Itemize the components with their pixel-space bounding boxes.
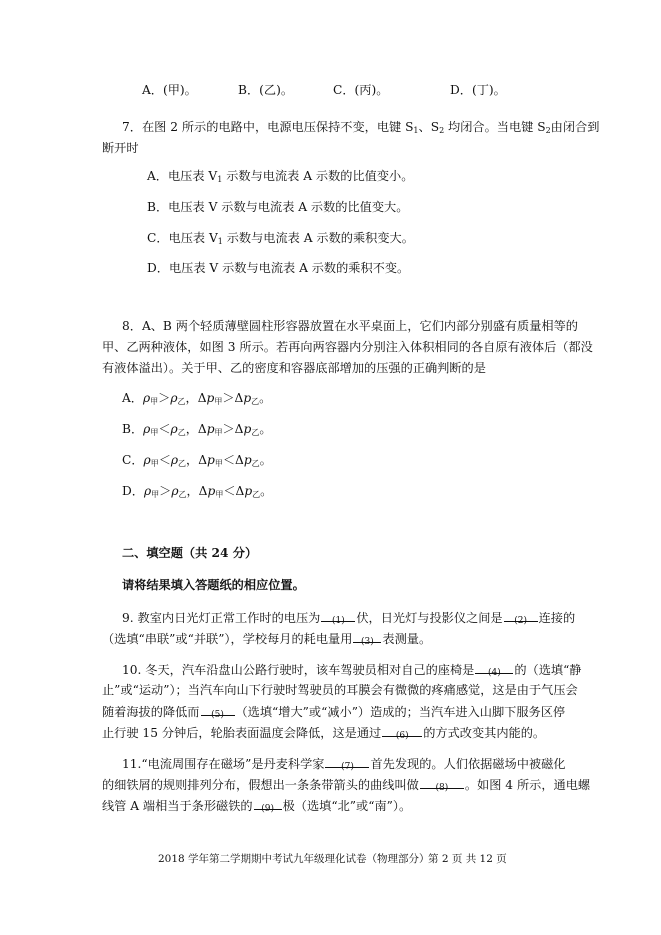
text-segment: ，Δ [186, 453, 208, 467]
text-segment: （选填“增大”或“减小”）造成的；当汽车进入山脚下服务区停 [235, 705, 566, 719]
q7-option-b [147, 199, 408, 215]
section-2-instruction [122, 577, 305, 593]
blank-number: (6) [395, 731, 409, 741]
answer-blank [504, 609, 538, 626]
subscript: 乙 [177, 397, 186, 406]
q8-stem-3 [102, 360, 486, 376]
text-segment: ＜Δ [222, 453, 244, 467]
math-symbol: p [244, 484, 253, 498]
answer-blank [325, 755, 369, 772]
math-symbol: ρ [171, 484, 179, 498]
math-symbol: ρ [170, 422, 178, 436]
blank-number: (8) [435, 783, 449, 793]
text-segment: C． [122, 453, 144, 467]
answer-blank [321, 609, 355, 626]
text-segment: ，Δ [186, 484, 208, 498]
text-segment: B． [122, 422, 144, 436]
text-segment: ＞Δ [222, 391, 244, 405]
math-symbol: p [207, 453, 215, 467]
answer-blank [420, 776, 464, 793]
text-segment: 示数与电流表 A 示数的比值变小。 [222, 169, 414, 183]
footer-page-info: 第 2 页 共 12 页 [428, 853, 507, 865]
text-segment: 由闭合到 [550, 120, 600, 134]
q7-option-c [147, 230, 414, 250]
text-segment: 。 [259, 391, 272, 405]
text-segment: 断开时 [102, 141, 139, 155]
text-segment: A．电压表 V [147, 169, 218, 183]
subscript: 1 [217, 237, 223, 246]
text-segment: B．电压表 V 示数与电流表 A 示数的比值变大。 [147, 200, 409, 214]
text-segment: 9. 教室内日光灯正常工作时的电压为 [122, 611, 321, 625]
subscript: 2 [439, 126, 445, 135]
math-symbol: ρ [170, 391, 178, 405]
math-symbol: ρ [170, 453, 179, 467]
subscript: 甲 [150, 459, 159, 468]
q7-stem-1 [122, 119, 599, 139]
text-segment: 。如图 4 所示，通电螺 [464, 778, 591, 792]
math-symbol: p [243, 422, 252, 436]
text-segment: ＞ [159, 484, 172, 498]
section-2-title [122, 545, 257, 561]
math-symbol: ρ [143, 391, 151, 405]
text-segment: ＞ [158, 391, 171, 405]
text-segment: 随着海拔的降低而 [102, 705, 200, 719]
math-symbol: p [207, 484, 216, 498]
answer-blank [201, 703, 235, 720]
text-segment: 的方式改变其内能的。 [423, 726, 546, 740]
text-segment: 。 [260, 484, 273, 498]
subscript: 甲 [214, 428, 223, 437]
text-segment: 均闭合。当电键 S [444, 120, 546, 134]
text-segment: 。 [259, 422, 272, 436]
text-segment: 的细铁屑的规则排列分布，假想出一条条带箭头的曲线叫做 [102, 778, 419, 792]
text-segment: 极（选填“北”或“南”）。 [282, 799, 412, 813]
math-symbol: ρ [143, 453, 151, 467]
math-symbol: p [206, 422, 215, 436]
subscript: 乙 [178, 490, 187, 499]
blank-number: (5) [211, 710, 224, 720]
subscript: 乙 [251, 397, 260, 406]
text-segment: 连接的 [538, 611, 576, 625]
q6-option-a: A．(甲)。 [142, 83, 197, 97]
text-segment: 8．A、B 两个轻质薄壁圆柱形容器放置在水平桌面上，它们内部分别盛有质量相等的 [122, 319, 578, 333]
footer-exam-title: 2018 学年第二学期期中考试九年级理化试卷（物理部分） [158, 853, 430, 865]
subscript: 甲 [214, 459, 223, 468]
math-symbol: ρ [143, 484, 152, 498]
subscript: 乙 [251, 459, 260, 468]
blank-number: (4) [487, 668, 501, 678]
subscript: 乙 [177, 428, 186, 437]
text-segment: ＜ [158, 453, 171, 467]
q8-option-a [122, 390, 271, 410]
text-segment: D． [122, 484, 144, 498]
math-symbol: p [243, 453, 252, 467]
text-segment: A． [122, 391, 143, 405]
text-segment: 伏，日光灯与投影仪之间是 [356, 611, 503, 625]
subscript: 甲 [150, 428, 159, 437]
blank-number: (7) [341, 762, 354, 772]
q6-option-d: D．(丁)。 [450, 83, 506, 97]
q7-option-a [147, 168, 413, 188]
text-segment: 止”或“运动”）；当汽车向山下行驶时驾驶员的耳膜会有微微的疼痛感觉，这是由于气压会 [102, 683, 578, 697]
subscript: 乙 [251, 428, 260, 437]
text-segment: ，Δ [185, 391, 207, 405]
q8-option-c [122, 452, 272, 472]
text-segment: ＜ [158, 422, 171, 436]
q7-option-d [147, 260, 409, 276]
subscript: 甲 [151, 490, 160, 499]
q8-option-d [122, 483, 272, 503]
subscript: 乙 [178, 459, 187, 468]
subscript: 甲 [214, 397, 223, 406]
text-segment: 请将结果填入答题纸的相应位置。 [122, 578, 305, 592]
text-segment: 10. 冬天，汽车沿盘山公路行驶时，该车驾驶员相对自己的座椅是 [122, 663, 475, 677]
blank-number: (2) [514, 616, 527, 626]
text-segment: 的（选填“静 [514, 663, 582, 677]
text-segment: 示数与电流表 A 示数的乘积变大。 [222, 231, 414, 245]
subscript: 乙 [252, 490, 261, 499]
text-segment: 11.“电流周围存在磁场”是丹麦科学家 [122, 757, 325, 771]
answer-blank [475, 661, 513, 678]
text-segment: （选填“串联”或“并联”），学校每月的耗电量用 [102, 632, 353, 646]
subscript: 1 [217, 175, 223, 184]
text-segment: 止行驶 15 分钟后，轮胎表面温度会降低，这是通过 [102, 726, 382, 740]
q8-stem-1 [122, 318, 578, 334]
math-symbol: p [206, 391, 215, 405]
q9-line-1 [122, 609, 575, 626]
q11-line-1 [122, 755, 565, 772]
q7-stem-2 [102, 140, 139, 156]
text-segment: 二、填空题（共 24 分） [122, 546, 258, 560]
text-segment: 。 [259, 453, 272, 467]
subscript: 1 [413, 126, 419, 135]
answer-blank [254, 797, 282, 814]
answer-blank [382, 724, 422, 741]
q11-line-2 [102, 776, 590, 793]
text-segment: 甲、乙两种液体，如图 3 所示。若再向两容器内分别注入体积相同的各自原有液体后（都没 [102, 340, 593, 354]
subscript: 甲 [150, 397, 159, 406]
q6-option-c: C．(丙)。 [333, 83, 389, 97]
q8-option-b [122, 421, 272, 441]
q10-line-1 [122, 661, 582, 678]
q11-line-3 [102, 797, 411, 814]
blank-number: (9) [261, 804, 274, 814]
math-symbol: ρ [143, 422, 151, 436]
text-segment: C．电压表 V [147, 231, 218, 245]
text-segment: 表测量。 [382, 632, 432, 646]
text-segment: 首先发现的。人们依据磁场中被磁化 [370, 757, 566, 771]
math-symbol: p [243, 391, 252, 405]
q8-stem-2 [102, 339, 593, 355]
text-segment: ＞Δ [222, 422, 244, 436]
blank-number: (1) [331, 616, 345, 626]
q9-line-2 [102, 630, 431, 647]
q10-line-3 [102, 703, 565, 720]
subscript: 2 [545, 126, 551, 135]
text-segment: ，Δ [185, 422, 207, 436]
blank-number: (3) [361, 637, 374, 647]
text-segment: 7．在图 2 所示的电路中，电源电压保持不变，电键 S [122, 120, 414, 134]
q6-option-b: B．(乙)。 [238, 83, 294, 97]
text-segment: 、S [418, 120, 440, 134]
text-segment: 有液体溢出）。关于甲、乙的密度和容器底部增加的压强的正确判断的是 [102, 361, 486, 375]
text-segment: D．电压表 V 示数与电流表 A 示数的乘积不变。 [147, 261, 410, 275]
q10-line-2 [102, 682, 578, 698]
text-segment: ＜Δ [223, 484, 245, 498]
q10-line-4 [102, 724, 545, 741]
text-segment: 线管 A 端相当于条形磁铁的 [102, 799, 253, 813]
subscript: 甲 [215, 490, 224, 499]
answer-blank [353, 630, 381, 647]
